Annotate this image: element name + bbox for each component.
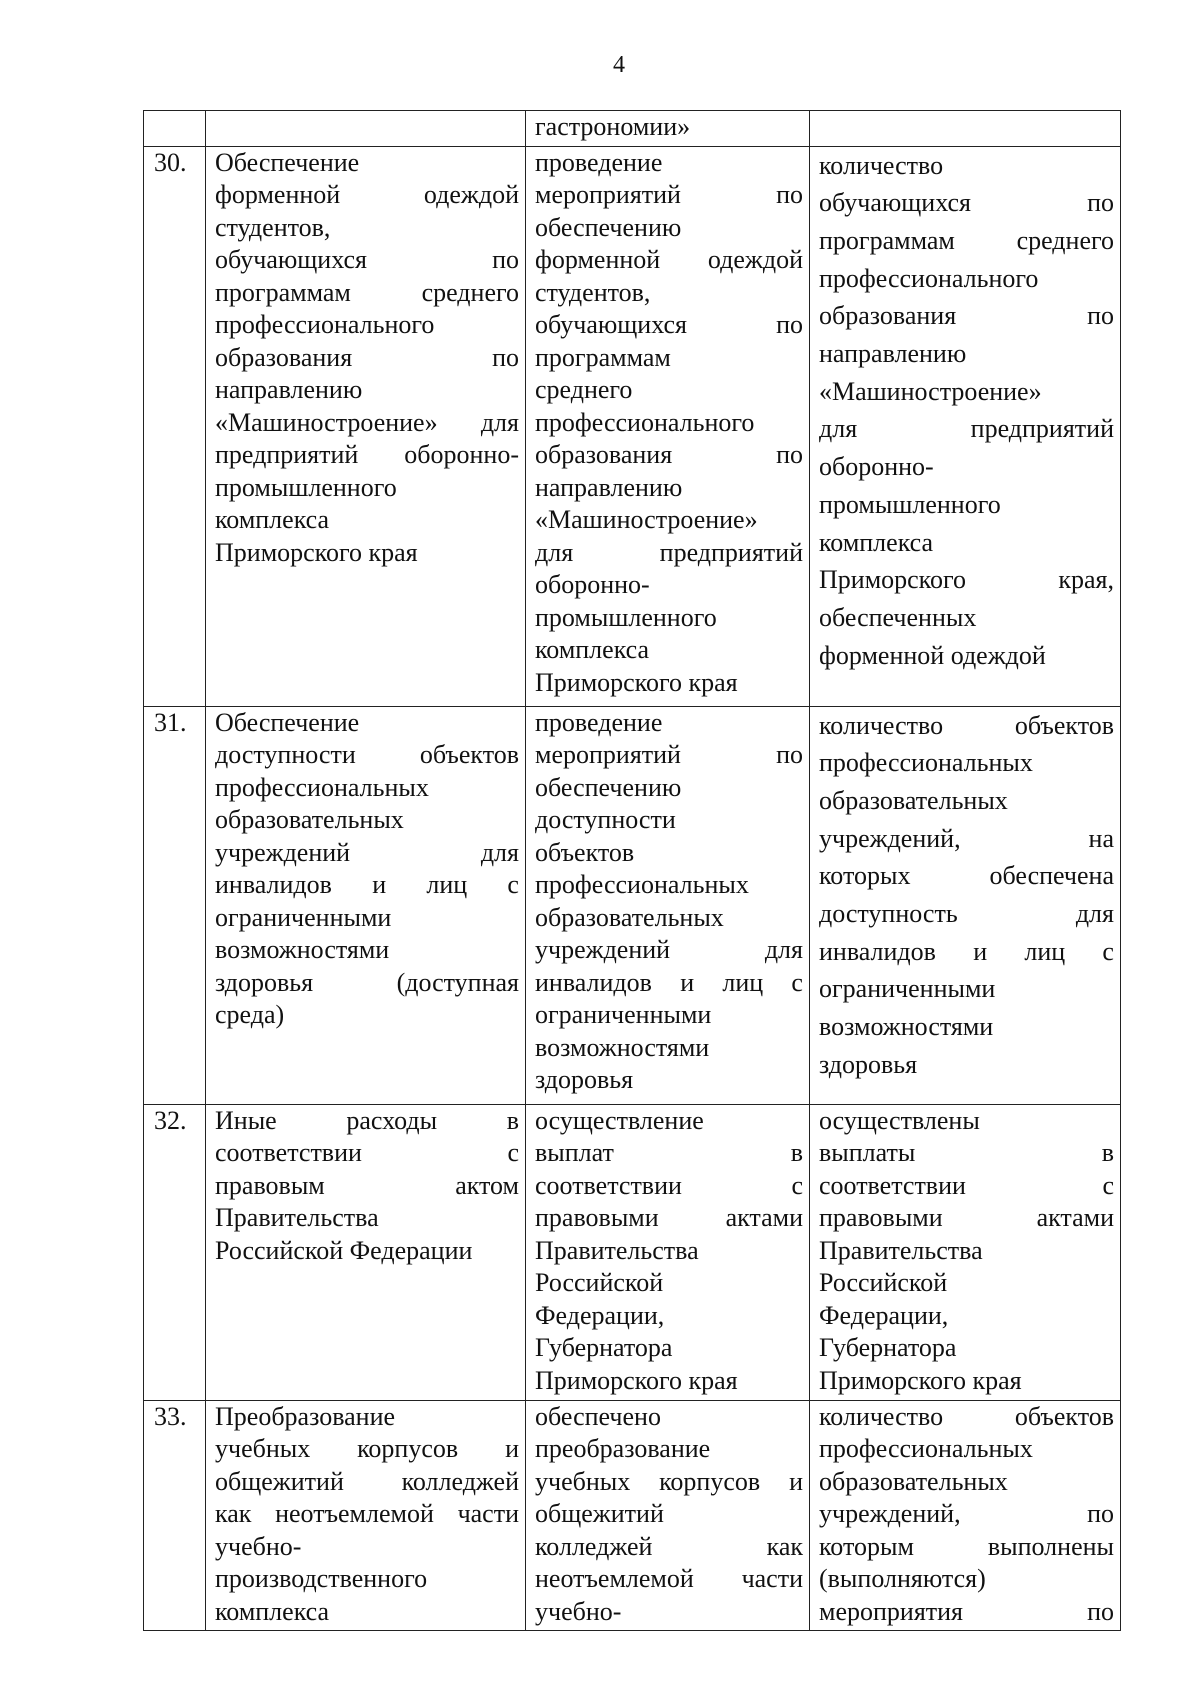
word: для <box>480 837 519 867</box>
word: предприятий <box>659 537 803 567</box>
word: по <box>1087 188 1114 218</box>
cell-line <box>535 934 803 967</box>
cell-line <box>535 1202 803 1235</box>
cell-line: направлению <box>819 339 967 369</box>
word: для <box>764 935 803 964</box>
word: в <box>790 1138 803 1167</box>
word: по <box>776 740 803 769</box>
word: доступности <box>215 740 356 769</box>
cell-line: профессионального <box>819 263 1039 293</box>
cell-line: Приморского края <box>535 667 738 697</box>
word: по <box>1087 1499 1114 1528</box>
word: Приморского <box>819 565 967 595</box>
word: части <box>741 1564 803 1593</box>
cell-line <box>215 1105 519 1138</box>
word: по <box>1087 301 1114 331</box>
word: учебных <box>535 1466 631 1496</box>
cell-line: ограниченными <box>535 1000 712 1029</box>
word: неотъемлемой <box>535 1564 694 1593</box>
cell-line <box>535 439 803 472</box>
word: одеждой <box>707 245 803 274</box>
cell-line: комплекса <box>215 505 330 534</box>
word: предприятий <box>215 440 359 469</box>
row-number: 31. <box>144 706 206 1104</box>
word: и <box>372 870 387 899</box>
word: программам <box>819 225 955 255</box>
word: выплат <box>535 1138 614 1167</box>
cell-line <box>215 837 519 870</box>
word: в <box>1101 1138 1114 1167</box>
word: обучающихся <box>535 310 687 339</box>
cell-line: возможностями <box>535 1032 710 1062</box>
word: по <box>776 180 803 209</box>
word: по <box>776 310 803 339</box>
cell-line <box>819 857 1114 895</box>
cell-line: количество <box>819 150 944 180</box>
word: на <box>1088 823 1114 853</box>
cell-line: Приморского края <box>819 1365 1022 1395</box>
cell-line: промышленного <box>215 472 397 502</box>
cell-line <box>819 561 1114 599</box>
cell-line <box>819 222 1114 260</box>
cell-line: промышленного <box>819 489 1001 519</box>
cell-line <box>215 1466 519 1499</box>
cell-line: гастрономии» <box>535 112 691 141</box>
word: среднего <box>421 277 519 307</box>
cell-line: объектов <box>535 837 635 867</box>
cell-line <box>215 439 519 472</box>
word: обеспечена <box>989 861 1114 891</box>
word: доступность <box>819 899 958 929</box>
cell-line: Российской <box>819 1268 948 1297</box>
measures-table <box>143 110 1121 1631</box>
cell-line: профессиональных <box>215 772 429 802</box>
cell-line: общежитий <box>535 1499 664 1528</box>
word: и <box>680 967 695 997</box>
cell-line: образовательных <box>819 1466 1008 1496</box>
word: лиц <box>722 967 764 997</box>
word: образования <box>819 301 957 331</box>
word: учреждений, <box>819 1499 961 1528</box>
cell-line <box>535 1170 803 1203</box>
word: инвалидов <box>215 870 332 899</box>
cell-line: проведение <box>535 147 663 177</box>
activity-cell <box>206 1104 526 1400</box>
activity-cell <box>206 1400 526 1631</box>
word: количество <box>819 1401 944 1431</box>
cell-line: Федерации, <box>535 1300 665 1330</box>
cell-line <box>215 1137 519 1170</box>
word: «Машиностроение» <box>215 407 438 437</box>
cell-line: ограниченными <box>819 974 996 1004</box>
word: для <box>480 407 519 437</box>
cell-line: Российской <box>535 1268 664 1297</box>
cell-line <box>819 1531 1114 1564</box>
word: учебных <box>215 1434 311 1463</box>
cell-line <box>819 1596 1114 1629</box>
cell-line: производственного <box>215 1564 428 1593</box>
cell-line: среда) <box>215 1000 285 1029</box>
word: для <box>535 537 574 567</box>
action-cell <box>526 111 810 147</box>
word: объектов <box>419 740 519 769</box>
cell-line <box>819 707 1114 745</box>
cell-line <box>215 407 519 440</box>
result-cell <box>810 111 1121 147</box>
cell-line: Губернатора <box>535 1333 673 1362</box>
word: части <box>457 1499 519 1528</box>
word: программам <box>215 277 351 307</box>
cell-line: направлению <box>215 375 363 404</box>
cell-line: Обеспечение <box>215 707 360 737</box>
cell-line: среднего <box>535 375 633 404</box>
table-row <box>144 146 1121 706</box>
row-number: 33. <box>144 1400 206 1631</box>
word: с <box>1102 1170 1114 1200</box>
word: для <box>1075 899 1114 929</box>
cell-line: профессионального <box>215 310 435 339</box>
cell-line <box>819 895 1114 933</box>
word: количество <box>819 710 944 740</box>
word: одеждой <box>423 180 519 209</box>
cell-line <box>535 1466 803 1499</box>
cell-line: комплекса <box>215 1596 330 1626</box>
cell-line: комплекса <box>819 527 934 557</box>
word: Иные <box>215 1105 277 1135</box>
cell-line: здоровья <box>819 1049 918 1079</box>
cell-line: оборонно- <box>819 452 934 482</box>
cell-line <box>215 967 519 1000</box>
word: правовым <box>215 1170 325 1200</box>
word: здоровья <box>215 967 314 997</box>
word: и <box>505 1434 519 1463</box>
word: общежитий <box>215 1466 344 1496</box>
word: форменной <box>215 180 341 209</box>
word: (доступная <box>396 967 519 997</box>
word: актами <box>725 1203 803 1232</box>
action-cell <box>526 1400 810 1631</box>
cell-line: здоровья <box>535 1065 634 1094</box>
word: выполнены <box>987 1531 1114 1561</box>
result-cell <box>810 1400 1121 1631</box>
word: колледжей <box>535 1531 653 1561</box>
cell-line: «Машиностроение» <box>535 505 758 534</box>
action-cell <box>526 1104 810 1400</box>
word: края, <box>1058 565 1114 595</box>
result-cell <box>810 706 1121 1104</box>
cell-line <box>535 179 803 212</box>
cell-line: Приморского края <box>535 1365 738 1395</box>
result-cell <box>810 1104 1121 1400</box>
cell-line: направлению <box>535 472 683 502</box>
table-row <box>144 111 1121 147</box>
cell-line: профессиональных <box>535 870 749 899</box>
word: неотъемлемой <box>275 1499 434 1528</box>
word: которым <box>819 1531 914 1561</box>
word: как <box>766 1531 803 1561</box>
cell-line: осуществление <box>535 1105 704 1135</box>
word: с <box>507 1138 519 1167</box>
cell-line: учебно- <box>215 1531 302 1561</box>
word: расходы <box>346 1105 438 1135</box>
cell-line <box>819 1401 1114 1434</box>
word: правовыми <box>535 1203 659 1232</box>
cell-line <box>215 1433 519 1466</box>
cell-line: образовательных <box>215 805 404 834</box>
cell-line <box>819 820 1114 858</box>
cell-line <box>215 1498 519 1531</box>
cell-line <box>535 1531 803 1564</box>
cell-line <box>819 184 1114 222</box>
table-row <box>144 1400 1121 1631</box>
cell-line <box>535 537 803 570</box>
action-cell <box>526 146 810 706</box>
word: по <box>492 342 519 372</box>
word: как <box>215 1499 252 1528</box>
cell-line: профессиональных <box>819 748 1033 778</box>
word: для <box>819 414 858 444</box>
cell-line: обеспечено <box>535 1401 661 1431</box>
row-number: 32. <box>144 1104 206 1400</box>
cell-line <box>819 1202 1114 1235</box>
cell-line <box>215 342 519 375</box>
word: предприятий <box>970 414 1114 444</box>
word: инвалидов <box>535 967 652 997</box>
cell-line: форменной одеждой <box>819 640 1046 670</box>
activity-cell <box>206 706 526 1104</box>
cell-line <box>215 244 519 277</box>
cell-line: учебно- <box>535 1596 622 1626</box>
cell-line <box>819 933 1114 971</box>
cell-line: проведение <box>535 707 663 737</box>
cell-line: промышленного <box>535 602 717 632</box>
cell-line: «Машиностроение» <box>819 376 1042 406</box>
cell-line: образовательных <box>535 902 724 932</box>
word: по <box>1087 1596 1114 1626</box>
word: по <box>776 440 803 469</box>
word: корпусов <box>659 1466 761 1496</box>
word: правовыми <box>819 1203 943 1232</box>
cell-line: ограниченными <box>215 902 392 932</box>
word: образования <box>535 440 673 469</box>
word: форменной <box>535 245 661 274</box>
cell-line: Правительства <box>819 1235 983 1265</box>
word: с <box>1102 936 1114 966</box>
cell-line: Правительства <box>215 1203 379 1232</box>
cell-line <box>819 297 1114 335</box>
cell-line: (выполняются) <box>819 1564 986 1593</box>
cell-line <box>535 1137 803 1170</box>
cell-line <box>215 277 519 310</box>
cell-line: преобразование <box>535 1434 711 1463</box>
word: учреждений, <box>819 823 961 853</box>
cell-line <box>535 309 803 342</box>
cell-line: оборонно- <box>535 570 650 599</box>
word: мероприятия <box>819 1596 964 1626</box>
cell-line: комплекса <box>535 635 650 664</box>
word: соответствии <box>215 1138 362 1167</box>
word: образования <box>215 342 353 372</box>
cell-line <box>535 739 803 772</box>
word: учреждений <box>215 837 351 867</box>
cell-line <box>215 739 519 772</box>
word: выплаты <box>819 1138 916 1167</box>
cell-line <box>215 1170 519 1203</box>
cell-line: студентов, <box>535 277 651 307</box>
cell-line: профессиональных <box>819 1434 1033 1463</box>
cell-line: обеспечению <box>535 212 682 242</box>
word: обучающихся <box>215 245 367 274</box>
cell-line: осуществлены <box>819 1105 980 1135</box>
table-row <box>144 1104 1121 1400</box>
word: объектов <box>1014 710 1114 740</box>
word: колледжей <box>401 1466 519 1496</box>
cell-line: Федерации, <box>819 1300 949 1330</box>
result-cell <box>810 146 1121 706</box>
cell-line <box>819 410 1114 448</box>
word: с <box>507 870 519 899</box>
cell-line: возможностями <box>819 1012 994 1042</box>
action-cell <box>526 706 810 1104</box>
word: учреждений <box>535 935 671 964</box>
cell-line: Преобразование <box>215 1401 396 1431</box>
word: и <box>789 1466 803 1496</box>
word: среднего <box>1016 225 1114 255</box>
row-number <box>144 111 206 147</box>
cell-line <box>215 869 519 902</box>
cell-line <box>819 1498 1114 1531</box>
cell-line: Правительства <box>535 1235 699 1265</box>
cell-line: Приморского края <box>215 537 418 567</box>
cell-line: Губернатора <box>819 1333 957 1362</box>
word: корпусов <box>357 1434 459 1463</box>
word: лиц <box>1024 936 1066 966</box>
word: лиц <box>426 870 468 899</box>
word: соответствии <box>819 1170 966 1200</box>
cell-line <box>535 967 803 1000</box>
word: с <box>791 967 803 997</box>
word: инвалидов <box>819 936 936 966</box>
cell-line <box>215 179 519 212</box>
word: объектов <box>1014 1401 1114 1431</box>
page-number: 4 <box>613 52 625 78</box>
word: с <box>791 1170 803 1200</box>
cell-line: доступности <box>535 805 676 834</box>
cell-line: возможностями <box>215 935 390 964</box>
cell-line <box>819 1170 1114 1203</box>
word: обучающихся <box>819 188 971 218</box>
cell-line: обеспечению <box>535 772 682 802</box>
word: оборонно- <box>404 440 519 469</box>
cell-line: Обеспечение <box>215 147 360 177</box>
word: мероприятий <box>535 180 681 209</box>
row-number: 30. <box>144 146 206 706</box>
word: актом <box>455 1170 519 1200</box>
word: в <box>506 1105 519 1135</box>
cell-line: Российской Федерации <box>215 1235 473 1265</box>
table-row <box>144 706 1121 1104</box>
activity-cell <box>206 111 526 147</box>
cell-line <box>535 244 803 277</box>
cell-line <box>535 1563 803 1596</box>
cell-line: образовательных <box>819 785 1008 815</box>
cell-line: студентов, <box>215 212 331 242</box>
word: мероприятий <box>535 740 681 769</box>
word: и <box>973 936 988 966</box>
word: актами <box>1036 1203 1114 1232</box>
word: по <box>492 245 519 274</box>
cell-line: профессионального <box>535 407 755 437</box>
activity-cell <box>206 146 526 706</box>
cell-line: программам <box>535 342 671 372</box>
cell-line <box>819 1137 1114 1170</box>
word: которых <box>819 861 911 891</box>
word: соответствии <box>535 1170 682 1200</box>
cell-line: обеспеченных <box>819 602 977 632</box>
